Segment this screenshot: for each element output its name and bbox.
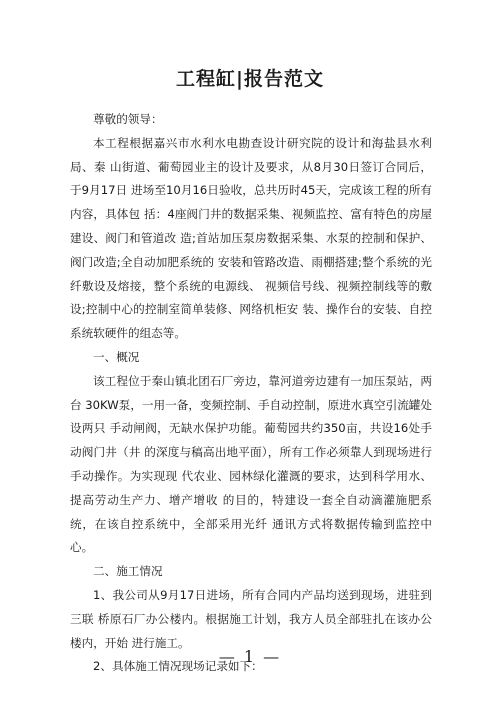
paragraph-construction-1: 1、我公司从9月17日进场，所有合同内产品均送到现场，进驻到三联 桥原石厂办公楼内。根据施工计划，我方人员全部驻扎在该办公楼内，开始 进行施工。 <box>70 587 432 650</box>
paragraph-intro: 本工程根据嘉兴市水利水电勘查设计研究院的设计和海盐县水利局、秦 山街道、葡萄园业主的设计及要求，从8月30日签订合同后，于9月17日 进场至10月16日验收，总共历时45天，完成该工程的所有内容，具体包 括：4座阀门井的数据采集、视频监控、富有特色的房屋建设、阀门和管道改 造;首站加压泵房数据采集、水泵的控制和保护、阀门改造;全自动加肥系统的 安装和管路改造、雨棚搭建;整个系统的光纤敷设及熔接，整个系统的电源线、 视频信号线、视频控制线等的敷设;控制中心的控制室简单装修、网络机柜安 装、操作台的安装、自控系统软硬件的组态等。 <box>70 135 432 341</box>
document-title: 工程缸|报告范文 <box>176 68 324 90</box>
paragraph-construction-2: 2、具体施工情况现场记录如下： <box>93 659 263 674</box>
document-body <box>70 108 432 679</box>
salutation: 尊敬的领导： <box>93 112 163 126</box>
paragraph-overview: 该工程位于秦山镇北团石厂旁边，靠河道旁边建有一加压泵站，两台 30KW泵，一用一备，变频控制、手自动控制，原进水真空引流罐处设两只 手动闸阀，无缺水保护功能。葡萄园共约350亩，共设16处手动阀门井（井 的深度与稿高出地平面），所有工作必须靠人到现场进行手动操作。为实现现 代农业、园林绿化灌溉的要求，达到科学用水、提高劳动生产力、增产增收 的目的，特建设一套全自动滴灌施肥系统，在该自控系统中，全部采用光纤 通讯方式将数据传输到监控中心。 <box>70 373 432 555</box>
section-heading-construction: 二、施工情况 <box>93 564 163 579</box>
section-heading-overview: 一、概况 <box>93 349 140 364</box>
page-number: — 1 — <box>218 647 282 666</box>
